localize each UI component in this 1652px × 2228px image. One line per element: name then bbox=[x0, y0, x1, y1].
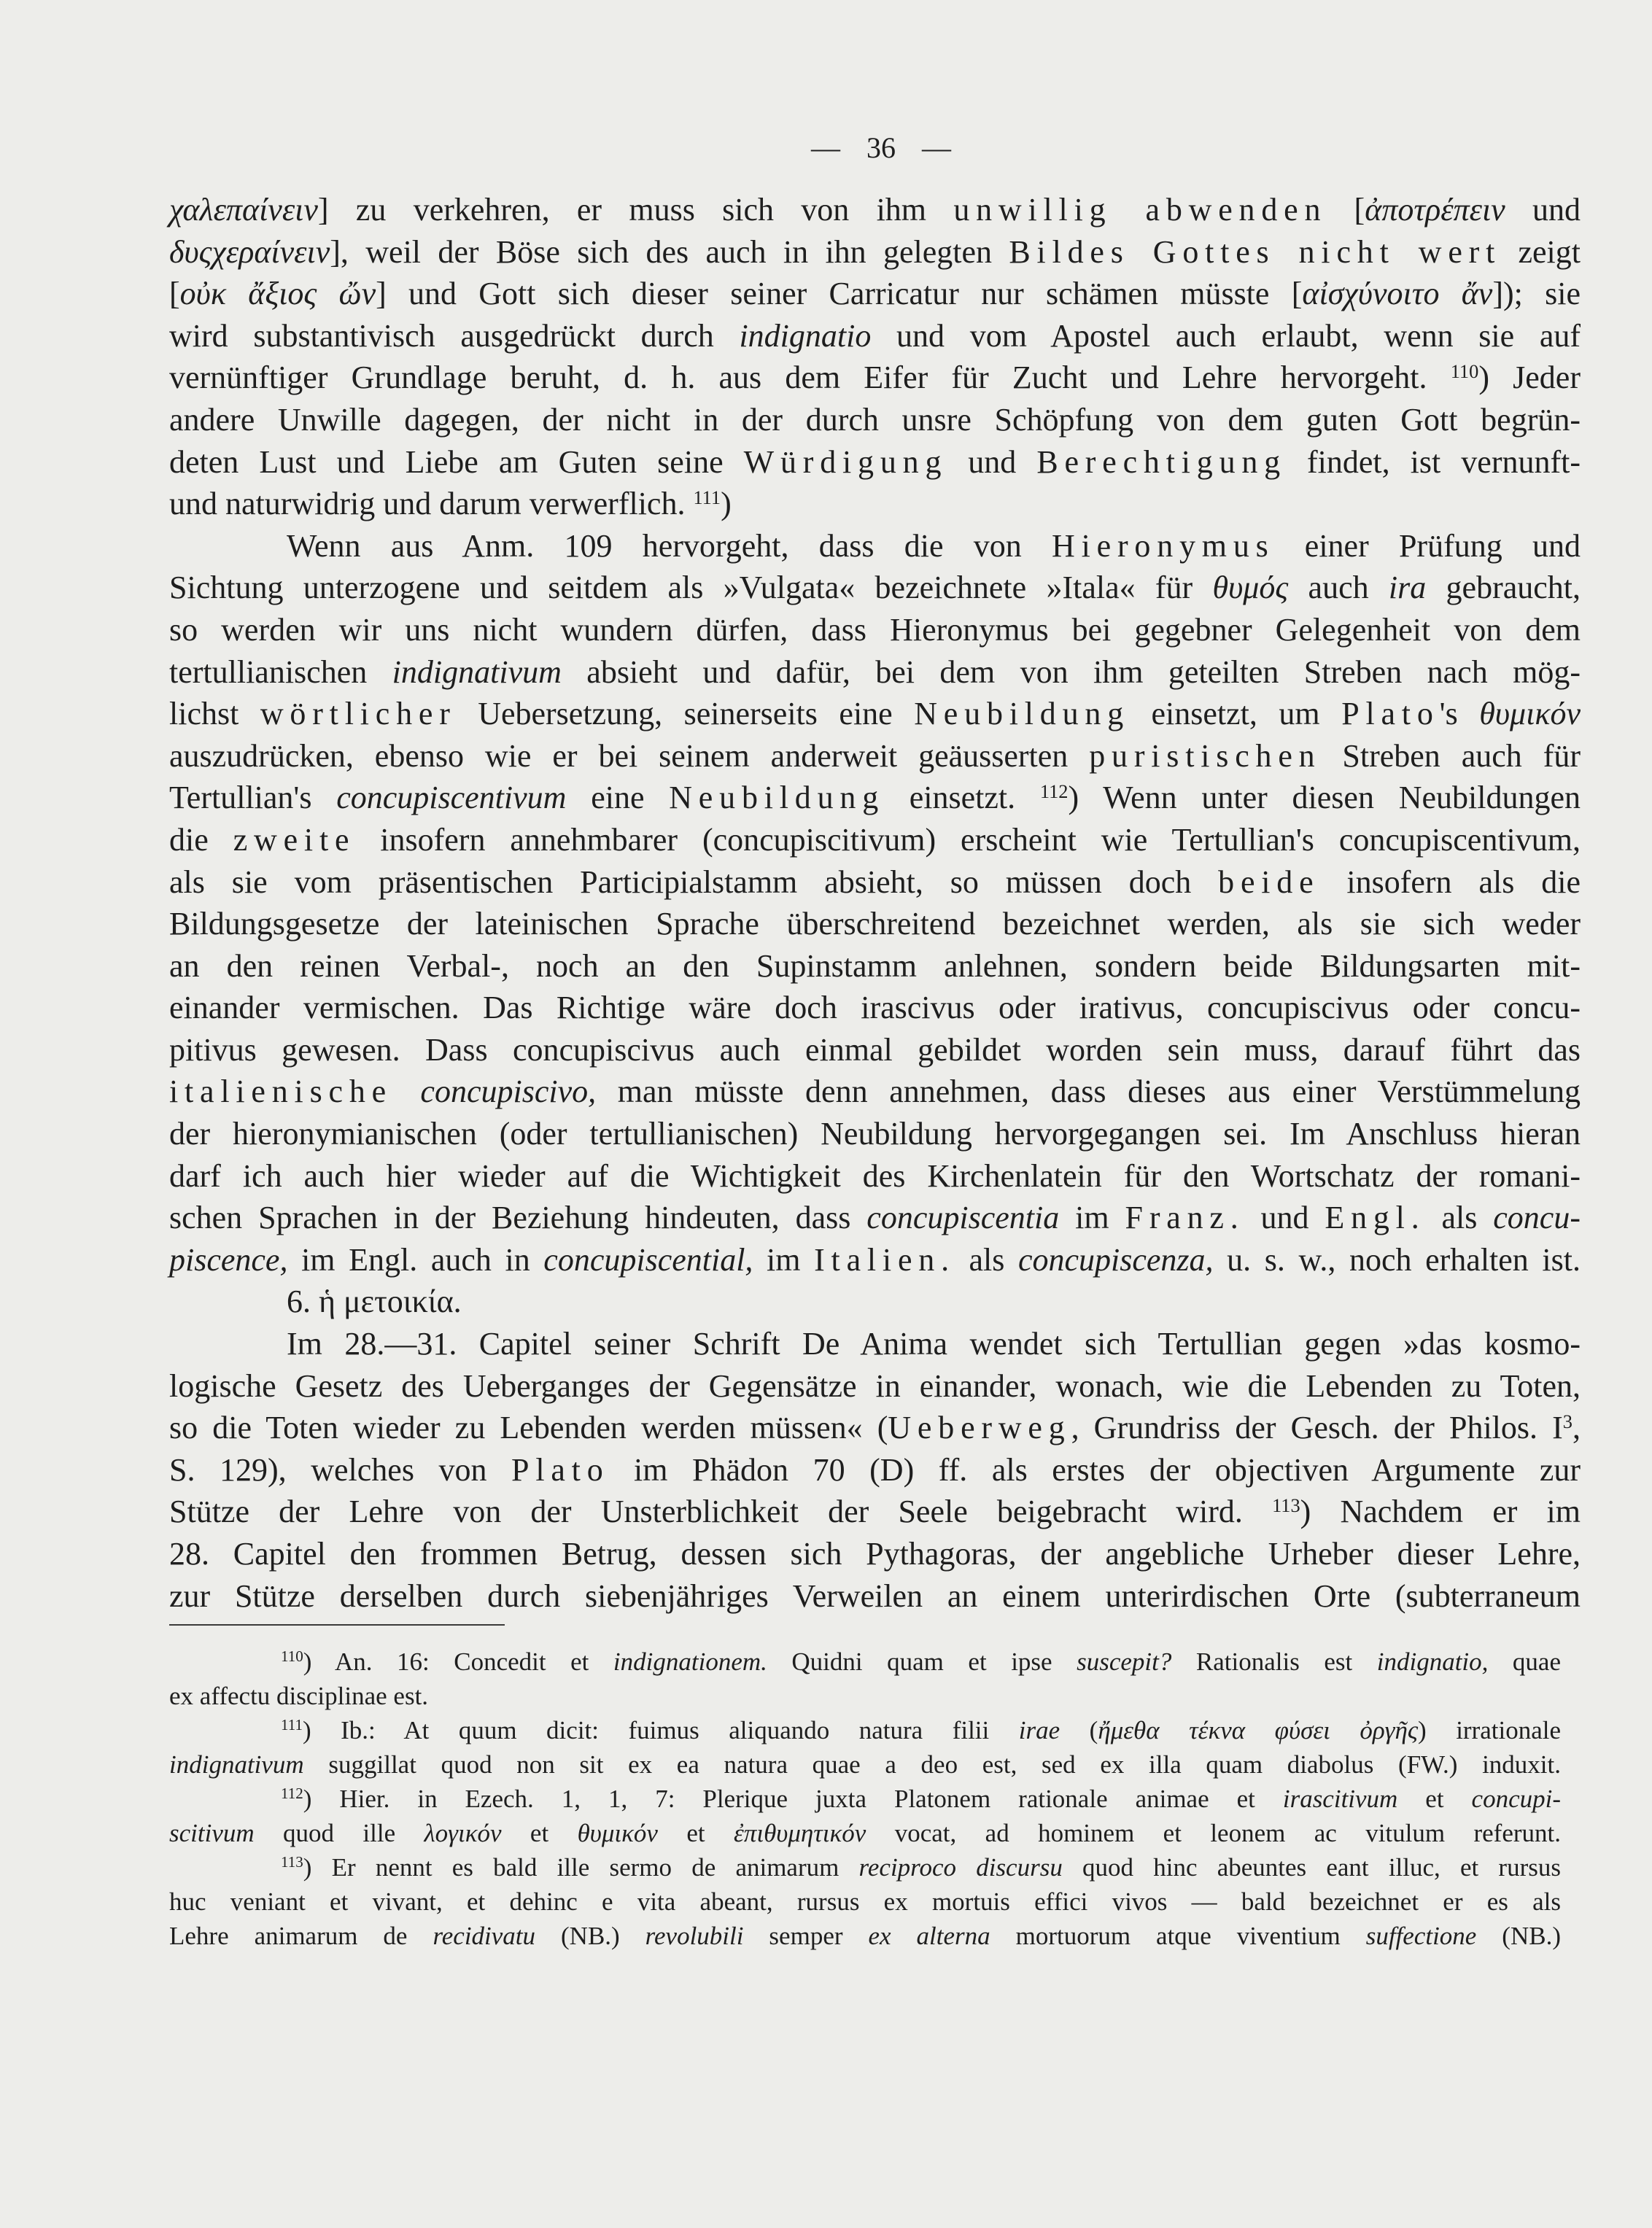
spaced-emphasis: Ueberweg bbox=[888, 1410, 1071, 1446]
text-run: und bbox=[947, 443, 1037, 480]
italic-term: revolubili bbox=[645, 1922, 744, 1950]
greek-term: λογικόν bbox=[424, 1819, 502, 1847]
text-run: 's bbox=[1439, 696, 1480, 732]
text-run: tertullianischen bbox=[169, 653, 392, 690]
text-run: zur Stütze derselben durch siebenjähriges Verweilen an einem unterirdischen Orte (subterraneum bbox=[169, 1577, 1581, 1614]
text-run: als bbox=[1425, 1200, 1494, 1236]
text-run: insofern als die bbox=[1319, 863, 1581, 900]
text-line bbox=[169, 1113, 1581, 1155]
text-run: Rationalis est bbox=[1171, 1647, 1377, 1676]
text-run: Im 28.—31. Capitel seiner Schrift De Anima wendet sich Tertullian gegen »das kosmo- bbox=[287, 1326, 1581, 1362]
text-line bbox=[169, 1782, 1561, 1816]
italic-term: concupiscivo, bbox=[420, 1074, 597, 1110]
text-run: Uebersetzung, seinerseits eine bbox=[456, 696, 915, 732]
text-run: an den reinen Verbal-, noch an den Supinstamm anlehnen, sondern beide Bildungsarten mit- bbox=[169, 947, 1581, 984]
paragraph bbox=[169, 525, 1581, 1281]
text-run: ) irrationale bbox=[1418, 1716, 1562, 1744]
italic-term: irascitivum bbox=[1282, 1785, 1398, 1813]
text-line bbox=[169, 1239, 1581, 1281]
spaced-emphasis: zweite bbox=[233, 821, 356, 858]
text-line bbox=[169, 441, 1581, 484]
text-run: ] zu verkehren, er muss sich von ihm bbox=[317, 192, 954, 228]
text-line bbox=[169, 693, 1581, 735]
text-run: einer Prüfung und bbox=[1274, 527, 1581, 564]
italic-term: scitivum bbox=[169, 1819, 255, 1847]
text-run: Streben auch für bbox=[1321, 737, 1581, 774]
text-run: ( bbox=[1060, 1716, 1098, 1744]
footnote-ref: 111 bbox=[693, 486, 721, 508]
text-run: und vom Apostel auch erlaubt, wenn sie auf bbox=[871, 317, 1581, 354]
text-run: als sie vom präsentischen Participialstamm absieht, so müssen doch bbox=[169, 863, 1219, 900]
text-run: quod hinc abeuntes eant illuc, et rursus bbox=[1062, 1853, 1561, 1882]
spaced-emphasis: Neubildung bbox=[914, 696, 1130, 732]
text-line bbox=[169, 1679, 1561, 1713]
text-run: u. s. w., noch erhalten ist. bbox=[1213, 1241, 1581, 1278]
text-line bbox=[169, 1407, 1581, 1449]
text-run: , bbox=[1572, 1410, 1581, 1446]
text-line bbox=[169, 1071, 1581, 1113]
text-line bbox=[169, 651, 1581, 694]
text-run: man müsste denn annehmen, dass dieses aus einer Verstümmelung bbox=[596, 1074, 1581, 1110]
text-line bbox=[169, 861, 1581, 904]
italic-term: concupiscenza, bbox=[1017, 1241, 1214, 1278]
text-run: so die Toten wieder zu Lebenden werden müssen« ( bbox=[169, 1410, 888, 1446]
spaced-emphasis: italienische bbox=[169, 1074, 421, 1110]
spaced-emphasis: Neubildung bbox=[669, 780, 885, 816]
text-run: et bbox=[1397, 1785, 1472, 1813]
greek-term: ἤμεθα τέκνα φύσει ὀργῆς bbox=[1098, 1716, 1419, 1744]
text-line bbox=[169, 1029, 1581, 1071]
spaced-emphasis: Bildes Gottes nicht wert bbox=[1009, 233, 1502, 270]
italic-term: indignatio, bbox=[1376, 1647, 1489, 1676]
text-line bbox=[169, 1155, 1581, 1198]
text-run: eine bbox=[566, 780, 670, 816]
text-run: vernünftiger Grundlage beruht, d. h. aus dem Eifer für Zucht und Lehre hervorgeht. bbox=[169, 360, 1451, 396]
greek-term: δυςχεραίνειν bbox=[169, 233, 330, 270]
text-run: absieht und dafür, bei dem von ihm geteilten Streben nach mög- bbox=[561, 653, 1581, 690]
text-line bbox=[169, 987, 1581, 1029]
text-run: [ bbox=[169, 276, 180, 312]
text-line bbox=[169, 1323, 1581, 1365]
text-run: Tertullian's bbox=[169, 780, 337, 816]
italic-term: piscence, bbox=[169, 1241, 288, 1278]
paragraph-continued bbox=[169, 189, 1581, 525]
text-line bbox=[169, 819, 1581, 861]
footnote-ref: 112 bbox=[281, 1785, 303, 1803]
text-line bbox=[169, 1645, 1561, 1679]
spaced-emphasis: Plato bbox=[1341, 696, 1440, 732]
text-run: huc veniant et vivant, et dehinc e vita abeant, rursus ex mortuis effici vivos — bald bezeichnet er es als bbox=[169, 1887, 1561, 1916]
text-line bbox=[169, 609, 1581, 651]
spaced-emphasis: beide bbox=[1218, 863, 1320, 900]
text-run: die bbox=[169, 821, 233, 858]
text-run: so werden wir uns nicht wundern dürfen, dass Hieronymus bei gegebner Gelegenheit von dem bbox=[169, 611, 1581, 648]
footnote-ref: 111 bbox=[281, 1716, 303, 1734]
footnote-110 bbox=[169, 1645, 1561, 1713]
footnote-113 bbox=[169, 1850, 1561, 1953]
text-run: ) Nachdem er im bbox=[1300, 1494, 1581, 1530]
text-run: im bbox=[753, 1241, 815, 1278]
text-run: einander vermischen. Das Richtige wäre doch irascivus oder irativus, concupiscivus oder concu- bbox=[169, 990, 1581, 1026]
text-run: ex affectu disciplinae est. bbox=[169, 1682, 429, 1710]
italic-term: indignationem. bbox=[613, 1647, 767, 1676]
spaced-emphasis: Würdigung bbox=[743, 443, 948, 480]
text-run: ) Er nennt es bald ille sermo de animarum bbox=[303, 1853, 859, 1882]
italic-term: concupiscentivum bbox=[336, 780, 567, 816]
text-line bbox=[169, 567, 1581, 609]
text-line bbox=[169, 777, 1581, 819]
text-run: ) Ib.: At quum dicit: fuimus aliquando natura filii bbox=[302, 1716, 1019, 1744]
footnote-ref: 113 bbox=[281, 1853, 303, 1871]
text-run: lichst bbox=[169, 696, 260, 732]
text-line bbox=[169, 315, 1581, 357]
text-run: [ bbox=[1327, 192, 1365, 228]
text-run: und bbox=[1505, 192, 1581, 228]
text-line bbox=[169, 399, 1581, 441]
text-line bbox=[169, 1713, 1561, 1747]
italic-term: reciproco discursu bbox=[858, 1853, 1063, 1882]
text-run: gebraucht, bbox=[1426, 570, 1581, 606]
text-run: quod ille bbox=[254, 1819, 424, 1847]
italic-term: recidivatu bbox=[433, 1922, 536, 1950]
spaced-emphasis: wörtlicher bbox=[260, 696, 457, 732]
text-run: semper bbox=[743, 1922, 869, 1950]
text-run: wird substantivisch ausgedrückt durch bbox=[169, 317, 740, 354]
text-run: ) Jeder bbox=[1478, 360, 1581, 396]
section-heading: 6. ἡ μετοικία. bbox=[287, 1284, 462, 1320]
text-run: ) bbox=[721, 486, 732, 522]
spaced-emphasis: puristischen bbox=[1089, 737, 1322, 774]
greek-term: ἀποτρέπειν bbox=[1365, 192, 1505, 228]
text-run: , Grundriss der Gesch. der Philos. I bbox=[1071, 1410, 1563, 1446]
text-line bbox=[169, 1747, 1561, 1782]
text-run: findet, ist vernunft- bbox=[1286, 443, 1581, 480]
text-run: und naturwidrig und darum verwerflich. bbox=[169, 486, 694, 522]
text-run: pitivus gewesen. Dass concupiscivus auch einmal gebildet worden sein muss, darauf führt das bbox=[169, 1031, 1581, 1068]
footnote-ref: 3 bbox=[1562, 1410, 1572, 1432]
italic-term: ex alterna bbox=[868, 1922, 990, 1950]
text-line bbox=[169, 1365, 1581, 1408]
italic-term: suscepit? bbox=[1077, 1647, 1172, 1676]
spaced-emphasis: Hieronymus bbox=[1052, 527, 1275, 564]
text-run: mortuorum atque viventium bbox=[990, 1922, 1366, 1950]
footnote-ref: 110 bbox=[281, 1647, 303, 1666]
text-run: und bbox=[1244, 1200, 1325, 1236]
text-run: S. 129), welches von bbox=[169, 1451, 512, 1488]
footnote-ref: 112 bbox=[1039, 780, 1069, 802]
text-line bbox=[169, 231, 1581, 273]
italic-term: concupiscentia bbox=[866, 1200, 1060, 1236]
text-run: Wenn aus Anm. 109 hervorgeht, dass die von bbox=[287, 527, 1052, 564]
italic-term: indignativum bbox=[169, 1750, 304, 1779]
text-run: Sichtung unterzogene und seitdem als »Vulgata« bezeichnete »Itala« für bbox=[169, 570, 1213, 606]
footnotes bbox=[169, 1645, 1561, 1953]
text-run: ) Hier. in Ezech. 1, 1, 7: Plerique juxta Platonem rationale animae et bbox=[303, 1785, 1283, 1813]
italic-term: suffectione bbox=[1365, 1922, 1477, 1950]
text-run: (NB.) bbox=[1476, 1922, 1561, 1950]
text-run: auch bbox=[1288, 570, 1389, 606]
text-run: als bbox=[955, 1241, 1018, 1278]
text-run: ] und Gott sich dieser seiner Carricatur nur schämen müsste [ bbox=[376, 276, 1303, 312]
text-run: deten Lust und Liebe am Guten seine bbox=[169, 443, 744, 480]
greek-term: οὐκ ἄξιος ὤν bbox=[179, 276, 376, 312]
greek-term: ἐπιθυμητικόν bbox=[734, 1819, 866, 1847]
text-line bbox=[169, 189, 1581, 231]
text-run: et bbox=[501, 1819, 578, 1847]
italic-term: indignatio bbox=[739, 317, 872, 354]
text-line bbox=[169, 1919, 1561, 1953]
text-line bbox=[169, 1197, 1581, 1239]
text-run: ) An. 16: Concedit et bbox=[303, 1647, 613, 1676]
text-run: darf ich auch hier wieder auf die Wichtigkeit des Kirchenlatein für den Wortschatz der romani- bbox=[169, 1157, 1581, 1194]
spaced-emphasis: Italien. bbox=[814, 1241, 955, 1278]
text-run: der hieronymianischen (oder tertullianischen) Neubildung hervorgegangen sei. Im Anschluss hieran bbox=[169, 1116, 1581, 1152]
text-run: im Engl. auch in bbox=[287, 1241, 544, 1278]
spaced-emphasis: unwillig abwenden bbox=[953, 192, 1327, 228]
text-run: schen Sprachen in der Beziehung hindeuten, dass bbox=[169, 1200, 867, 1236]
text-line bbox=[169, 903, 1581, 945]
text-run: et bbox=[657, 1819, 734, 1847]
text-line bbox=[169, 357, 1581, 399]
italic-term: concupi- bbox=[1471, 1785, 1561, 1813]
text-line bbox=[169, 1816, 1561, 1850]
spaced-emphasis: Engl. bbox=[1325, 1200, 1426, 1236]
footnote-ref: 113 bbox=[1272, 1494, 1300, 1516]
text-run: Lehre animarum de bbox=[169, 1922, 433, 1950]
text-line bbox=[169, 483, 1581, 525]
text-run: ], weil der Böse sich des auch in ihn gelegten bbox=[330, 233, 1009, 270]
text-run: vocat, ad hominem et leonem ac vitulum referunt. bbox=[866, 1819, 1561, 1847]
italic-term: concupiscential, bbox=[543, 1241, 753, 1278]
italic-term: indignativum bbox=[392, 653, 562, 690]
text-run: andere Unwille dagegen, der nicht in der durch unsre Schöpfung von dem guten Gott begrün- bbox=[169, 401, 1581, 438]
text-line bbox=[169, 1491, 1581, 1533]
text-run: (NB.) bbox=[535, 1922, 645, 1950]
spaced-emphasis: Berechtigung bbox=[1036, 443, 1287, 480]
footnote-112 bbox=[169, 1782, 1561, 1850]
text-line bbox=[169, 1575, 1581, 1618]
text-run: im bbox=[1059, 1200, 1125, 1236]
spaced-emphasis: Plato bbox=[511, 1451, 610, 1488]
text-run: ]); sie bbox=[1492, 276, 1581, 312]
text-line bbox=[169, 735, 1581, 777]
text-line bbox=[169, 1449, 1581, 1491]
italic-term: irae bbox=[1018, 1716, 1060, 1744]
text-line bbox=[169, 1885, 1561, 1919]
greek-term: αἰσχύνοιτο ἄν bbox=[1302, 276, 1493, 312]
italic-term: ira bbox=[1388, 570, 1427, 606]
text-run: Bildungsgesetze der lateinischen Sprache überschreitend bezeichnet werden, als sie sich weder bbox=[169, 906, 1581, 942]
greek-term: θυμικόν bbox=[1479, 696, 1581, 732]
text-run: einsetzt, um bbox=[1130, 696, 1342, 732]
text-line bbox=[169, 525, 1581, 567]
greek-term: χαλεπαίνειν bbox=[169, 192, 318, 228]
greek-term: θυμός bbox=[1212, 570, 1289, 606]
spaced-emphasis: Franz. bbox=[1125, 1200, 1245, 1236]
main-text bbox=[169, 189, 1581, 1617]
footnote-separator bbox=[169, 1624, 505, 1626]
text-run: suggillat quod non sit ex ea natura quae a deo est, sed ex illa quam diabolus (FW.) induxit. bbox=[303, 1750, 1561, 1779]
greek-term: θυμικόν bbox=[577, 1819, 658, 1847]
text-run: zeigt bbox=[1501, 233, 1581, 270]
italic-term: concu- bbox=[1493, 1200, 1581, 1236]
text-run: ) Wenn unter diesen Neubildungen bbox=[1068, 780, 1581, 816]
text-line bbox=[169, 1533, 1581, 1575]
text-run: 28. Capitel den frommen Betrug, dessen sich Pythagoras, der angebliche Urheber dieser Lehre, bbox=[169, 1536, 1581, 1572]
text-run: logische Gesetz des Ueberganges der Gegensätze in einander, wonach, wie die Lebenden zu Toten, bbox=[169, 1367, 1581, 1404]
footnote-ref: 110 bbox=[1450, 360, 1479, 382]
text-run: im Phädon 70 (D) ff. als erstes der objectiven Argumente zur bbox=[609, 1451, 1581, 1488]
text-line bbox=[169, 945, 1581, 987]
paragraph bbox=[169, 1323, 1581, 1617]
text-run: Quidni quam et ipse bbox=[767, 1647, 1077, 1676]
page-number: — 36 — bbox=[811, 131, 951, 164]
text-run: auszudrücken, ebenso wie er bei seinem anderweit geäusserten bbox=[169, 737, 1090, 774]
text-line bbox=[169, 273, 1581, 315]
text-run: quae bbox=[1488, 1647, 1561, 1676]
footnote-111 bbox=[169, 1713, 1561, 1782]
text-line bbox=[169, 1850, 1561, 1885]
text-run: insofern annehmbarer (concupiscitivum) erscheint wie Tertullian's concupiscentivum, bbox=[355, 821, 1581, 858]
text-run: Stütze der Lehre von der Unsterblichkeit der Seele beigebracht wird. bbox=[169, 1494, 1273, 1530]
text-run: einsetzt. bbox=[885, 780, 1040, 816]
